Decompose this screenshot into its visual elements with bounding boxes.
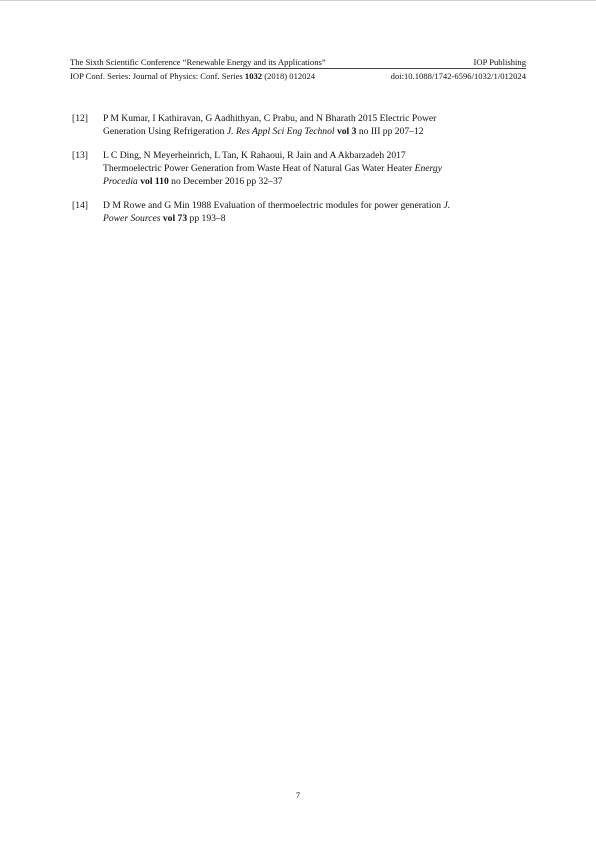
reference-title: Thermoelectric Power Generation from Waste Heat of Natural Gas Water Heater [103,163,415,174]
volume-number: 3 [351,126,357,137]
reference-title: D M Rowe and G Min 1988 Evaluation of thermoelectric modules for power generation [103,200,444,211]
reference-number: [14] [72,200,88,211]
journal-name: J. [443,200,451,211]
conference-title: The Sixth Scientific Conference “Renewable Energy and its Applications” [70,57,326,67]
page-number: 7 [295,790,301,800]
journal-name: Power Sources [103,213,161,224]
journal-name: Energy [414,163,442,174]
reference-line [103,199,526,212]
reference-item [70,149,526,188]
journal-name: Procedia [103,176,138,187]
reference-item [70,112,526,138]
series-volume: 1032 [244,71,263,81]
volume-number: 110 [154,176,169,187]
reference-line: L C Ding, N Meyerheinrich, L Tan, K Rahaoui, R Jain and A Akbarzadeh 2017 [103,150,406,161]
reference-line [103,212,526,225]
volume-number: 73 [177,213,188,224]
reference-text [103,149,526,188]
reference-item [70,199,526,225]
reference-number: [13] [72,150,88,161]
reference-line [103,175,526,188]
running-header-bottom [70,71,526,82]
volume-label: vol [336,126,350,137]
doi-text: doi:10.1088/1742-6596/1032/1/012024 [390,71,526,81]
reference-pages: no III pp 207–12 [356,126,424,137]
reference-text [103,112,526,138]
reference-pages: no December 2016 pp 32–37 [168,176,283,187]
header-rule [70,68,526,69]
reference-line: P M Kumar, I Kathiravan, G Aadhithyan, C Prabu, and N Bharath 2015 Electric Power [103,113,437,124]
volume-label: vol [140,176,153,187]
series-suffix: (2018) 012024 [262,71,316,81]
publisher-name: IOP Publishing [473,57,526,67]
journal-name: J. Res Appl Sci Eng Technol [226,126,335,137]
volume-label: vol [162,213,176,224]
reference-text [103,199,526,225]
reference-number: [12] [72,113,88,124]
page-top-border [0,0,596,1]
reference-list [70,112,526,236]
reference-line [103,162,526,175]
reference-title: Generation Using Refrigeration [103,126,227,137]
running-header-top [70,57,526,68]
series-prefix: IOP Conf. Series: Journal of Physics: Conf. Series [70,71,245,81]
reference-pages: pp 193–8 [187,213,226,224]
reference-line [103,125,526,138]
series-info [70,71,315,81]
